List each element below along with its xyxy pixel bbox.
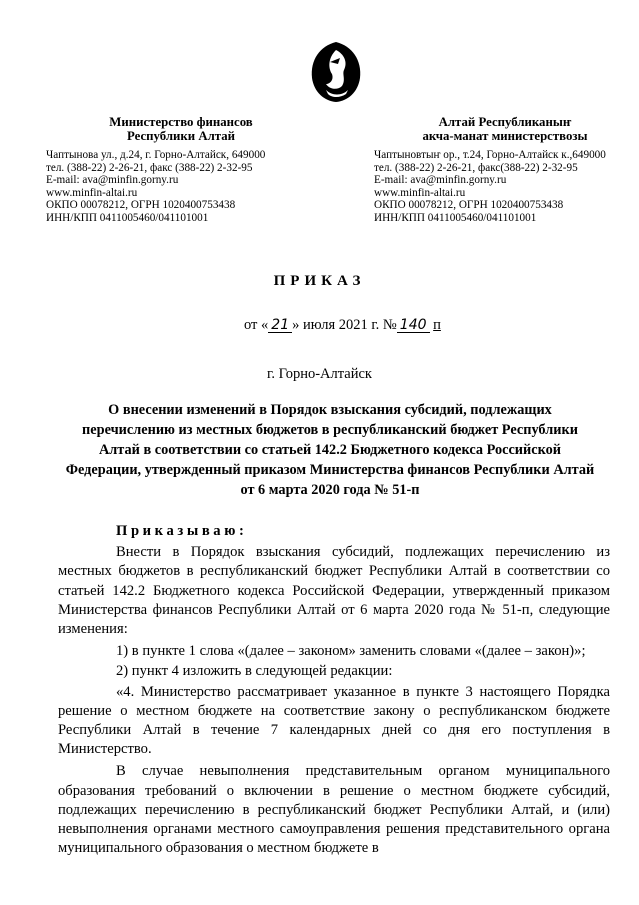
phone: тел. (388-22) 2-26-21, факс (388-22) 2-32-95: [46, 161, 253, 174]
inn-kpp: ИНН/КПП 0411005460/041101001: [374, 211, 537, 224]
paragraph-item-1: 1) в пункте 1 слова «(далее – законом» заменить словами «(далее – закон)»;: [116, 643, 586, 660]
org-name-russian: [46, 115, 316, 143]
paragraph-point-4: «4. Министерство рассматривает указанное в пункте 3 настоящего Порядка решение о местном бюджете на соответствие закону о республиканском бюджете Республики Алтай в течение 7 календарных дней со дня его поступления в Министерство.: [58, 683, 610, 758]
document-title: ПРИКАЗ: [273, 273, 366, 289]
paragraph-1: Внести в Порядок взыскания субсидий, подлежащих перечислению из местных бюджетов в республиканский бюджет Республики Алтай в соответствии со статьей 142.2 Бюджетного кодекса Российской Федерации, утвержденный приказом Министерства финансов Республики Алтай от 6 марта 2020 года № 51-п, следующие изменения:: [58, 544, 610, 638]
paragraph-5: В случае невыполнения представительным органом муниципального образования требований о включении в решение о местном бюджете субсидий, подлежащих перечислению в республиканский бюджет Республики Алтай, и (или) невыполнения органами местного самоуправления решения представительного органа муниципального образования о местном бюджете в: [58, 763, 610, 857]
inn-kpp: ИНН/КПП 0411005460/041101001: [46, 211, 209, 224]
order-heading: Приказываю:: [116, 523, 248, 539]
coat-of-arms-emblem: [308, 40, 364, 104]
phone: тел. (388-22) 2-26-21, факс(388-22) 2-32-95: [374, 161, 578, 174]
org-name-altai: [374, 115, 636, 143]
number-suffix: п: [433, 317, 441, 333]
header-right-ministry: [374, 115, 636, 225]
handwritten-order-number: 140: [397, 318, 430, 333]
paragraph-item-2: 2) пункт 4 изложить в следующей редакции:: [116, 663, 393, 680]
org-name-line2: Республики Алтай: [127, 129, 235, 143]
address: Чаптынова ул., д.24, г. Горно-Алтайск, 649000: [46, 149, 266, 161]
org-name-line1: Алтай Республиканыҥ: [438, 115, 572, 129]
date-middle: » июля 2021 г. №: [292, 317, 397, 333]
order-date-number: [244, 317, 441, 334]
org-name-line2: акча-манат министерствозы: [422, 129, 588, 143]
email: E-mail: ava@minfin.gorny.ru: [374, 174, 507, 187]
header-left-ministry: [46, 115, 316, 225]
address: Чаптыновтыҥ ор., т.24, Горно-Алтайск к.,649000: [374, 149, 606, 161]
handwritten-day: 21: [268, 318, 292, 333]
website: www.minfin-altai.ru: [374, 186, 466, 199]
city-line: г. Горно-Алтайск: [267, 366, 372, 382]
okpo-ogrn: ОКПО 00078212, ОГРН 1020400753438: [374, 199, 564, 212]
order-subject: О внесении изменений в Порядок взыскания субсидий, подлежащих перечислению из местных бюджетов в республиканский бюджет Республики Алтай в соответствии со статьей 142.2 Бюджетного кодекса Российской Федерации, утвержденный приказом Министерства финансов Республики Алтай от 6 марта 2020 года № 51-п: [65, 402, 595, 498]
order-body: [58, 522, 610, 861]
org-name-line1: Министерство финансов: [109, 115, 253, 129]
website: www.minfin-altai.ru: [46, 186, 138, 199]
email: E-mail: ava@minfin.gorny.ru: [46, 174, 179, 187]
okpo-ogrn: ОКПО 00078212, ОГРН 1020400753438: [46, 199, 236, 212]
date-prefix: от «: [244, 317, 269, 333]
